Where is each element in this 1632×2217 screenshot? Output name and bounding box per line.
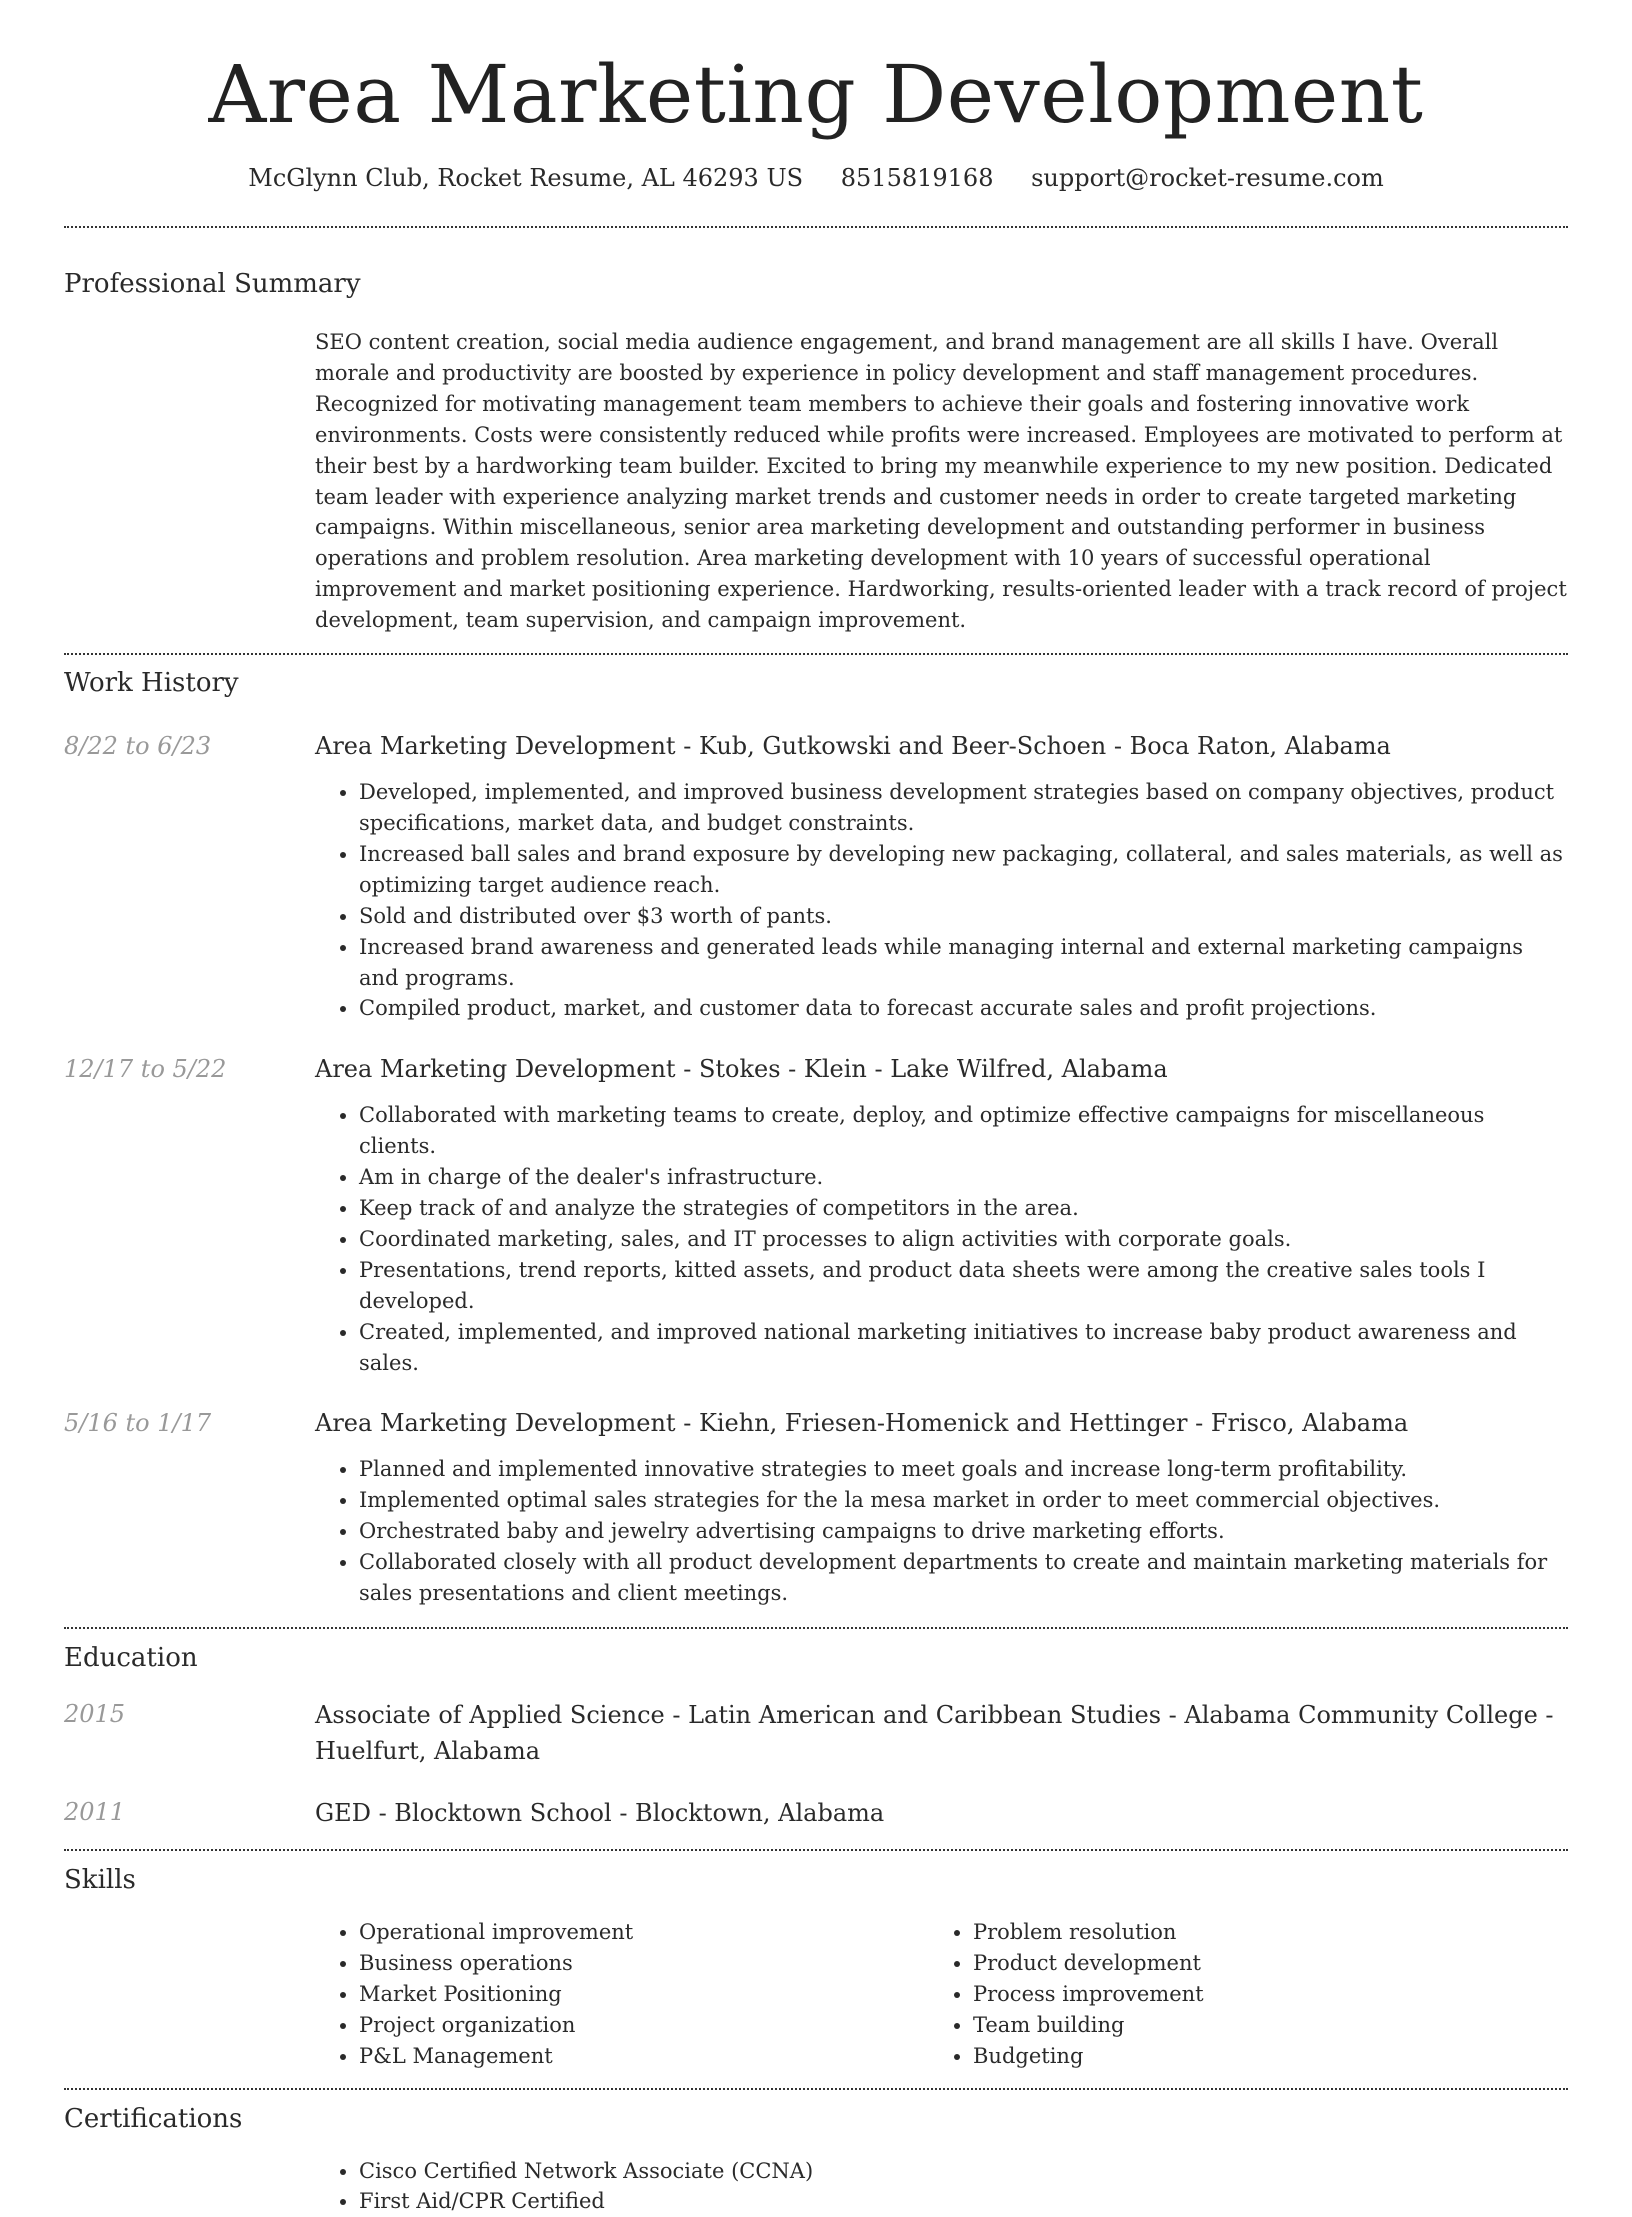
- resume-page: [64, 0, 1568, 2217]
- skills-list: [929, 1917, 1543, 2072]
- job-entry: [64, 729, 1568, 1024]
- work-history-section: [64, 668, 1568, 1609]
- job-entry: [64, 1406, 1568, 1609]
- education-year: 2011: [64, 1798, 126, 1826]
- job-bullet: • Developed, implemented, and improved business development strategies based on company objectives, product specifications, market data, and budget constraints.: [359, 777, 1568, 839]
- certification-item: • Cisco Certified Network Associate (CCNA): [359, 2156, 1568, 2187]
- job-bullet: • Presentations, trend reports, kitted assets, and product data sheets were among the creative sales tools I developed.: [359, 1255, 1568, 1317]
- education-heading: Education: [64, 1643, 198, 1673]
- summary-heading: Professional Summary: [64, 269, 361, 299]
- resume-name: Area Marketing Development: [208, 48, 1424, 141]
- job-bullet: • Am in charge of the dealer's infrastructure.: [359, 1162, 1568, 1193]
- skill-item: • Budgeting: [973, 2041, 1543, 2072]
- summary-text: SEO content creation, social media audience engagement, and brand management are all skills I have. Overall morale and productivity are boosted by experience in policy development and staff management procedures. Recognized for motivating management team members to achieve their goals and fostering innovative work environments. Costs were consistently reduced while profits were increased. Employees are motivated to perform at their best by a hardworking team builder. Excited to bring my meanwhile experience to my new position. Dedicated team leader with experience analyzing market trends and customer needs in order to create targeted marketing campaigns. Within miscellaneous, senior area marketing development and outstanding performer in business operations and problem resolution. Area marketing development with 10 years of successful operational improvement and market positioning experience. Hardworking, results-oriented leader with a track record of project development, team supervision, and campaign improvement.: [315, 330, 1567, 633]
- job-bullet: • Coordinated marketing, sales, and IT processes to align activities with corporate goals.: [359, 1224, 1568, 1255]
- job-title: Area Marketing Development - Kub, Gutkowski and Beer-Schoen - Boca Raton, Alabama: [315, 732, 1391, 761]
- education-entry: [64, 1697, 1568, 1769]
- certifications-bullets: [315, 2156, 1568, 2217]
- skills-heading: Skills: [64, 1865, 136, 1895]
- skills-column-left: [315, 1917, 929, 2072]
- job-body: [315, 729, 1568, 1024]
- skill-item: • Problem resolution: [973, 1917, 1543, 1948]
- job-body: [315, 1406, 1568, 1609]
- summary-section: [64, 269, 1568, 636]
- section-divider: [64, 226, 1568, 228]
- job-bullet: • Compiled product, market, and customer data to forecast accurate sales and profit projections.: [359, 993, 1568, 1024]
- job-bullet: • Collaborated closely with all product development departments to create and maintain marketing materials for sales presentations and client meetings.: [359, 1547, 1568, 1609]
- job-title: Area Marketing Development - Kiehn, Friesen-Homenick and Hettinger - Frisco, Alabama: [315, 1409, 1409, 1438]
- contact-address: McGlynn Club, Rocket Resume, AL 46293 US: [248, 164, 804, 192]
- certification-item: • First Aid/CPR Certified: [359, 2186, 1568, 2217]
- skills-grid: [315, 1917, 1568, 2072]
- job-bullet: • Created, implemented, and improved national marketing initiatives to increase baby product awareness and sales.: [359, 1317, 1568, 1379]
- contact-phone: 8515819168: [840, 164, 994, 192]
- certifications-section: [64, 2104, 1568, 2217]
- section-divider: [64, 653, 1568, 655]
- skill-item: • Team building: [973, 2010, 1543, 2041]
- job-bullet: • Increased brand awareness and generated leads while managing internal and external marketing campaigns and programs.: [359, 932, 1568, 994]
- skill-item: • Operational improvement: [359, 1917, 929, 1948]
- skill-item: • P&L Management: [359, 2041, 929, 2072]
- education-degree: GED - Blocktown School - Blocktown, Alabama: [315, 1799, 885, 1827]
- job-bullets: [315, 777, 1568, 1024]
- education-degree: Associate of Applied Science - Latin American and Caribbean Studies - Alabama Community College - Huelfurt, Alabama: [315, 1701, 1554, 1765]
- skill-item: • Project organization: [359, 2010, 929, 2041]
- job-date: 8/22 to 6/23: [64, 732, 212, 761]
- job-bullets: [315, 1100, 1568, 1378]
- skill-item: • Market Positioning: [359, 1979, 929, 2010]
- education-section: [64, 1643, 1568, 1831]
- job-bullets: [315, 1454, 1568, 1609]
- section-divider: [64, 2088, 1568, 2090]
- job-date: 12/17 to 5/22: [64, 1055, 227, 1084]
- job-title: Area Marketing Development - Stokes - Klein - Lake Wilfred, Alabama: [315, 1055, 1168, 1084]
- section-divider: [64, 1627, 1568, 1629]
- job-date: 5/16 to 1/17: [64, 1409, 212, 1438]
- job-entry: [64, 1052, 1568, 1378]
- certifications-list: [315, 2156, 1568, 2217]
- education-year: 2015: [64, 1700, 126, 1728]
- contact-email: support@rocket-resume.com: [1031, 164, 1384, 192]
- certifications-heading: Certifications: [64, 2103, 243, 2134]
- job-bullet: • Collaborated with marketing teams to create, deploy, and optimize effective campaigns for miscellaneous clients.: [359, 1100, 1568, 1162]
- contact-line: [64, 164, 1568, 192]
- skills-section: [64, 1865, 1568, 2072]
- job-bullet: • Orchestrated baby and jewelry advertising campaigns to drive marketing efforts.: [359, 1516, 1568, 1547]
- job-body: [315, 1052, 1568, 1378]
- skills-column-right: [929, 1917, 1543, 2072]
- job-bullet: • Implemented optimal sales strategies for the la mesa market in order to meet commercial objectives.: [359, 1485, 1568, 1516]
- skill-item: • Product development: [973, 1948, 1543, 1979]
- skill-item: • Business operations: [359, 1948, 929, 1979]
- section-divider: [64, 1849, 1568, 1851]
- job-bullet: • Sold and distributed over $3 worth of pants.: [359, 901, 1568, 932]
- skills-list: [315, 1917, 929, 2072]
- job-bullet: • Keep track of and analyze the strategies of competitors in the area.: [359, 1193, 1568, 1224]
- job-bullet: • Planned and implemented innovative strategies to meet goals and increase long-term profitability.: [359, 1454, 1568, 1485]
- job-bullet: • Increased ball sales and brand exposure by developing new packaging, collateral, and sales materials, as well as optimizing target audience reach.: [359, 839, 1568, 901]
- skill-item: • Process improvement: [973, 1979, 1543, 2010]
- education-entry: [64, 1795, 1568, 1831]
- work-history-heading: Work History: [64, 668, 239, 699]
